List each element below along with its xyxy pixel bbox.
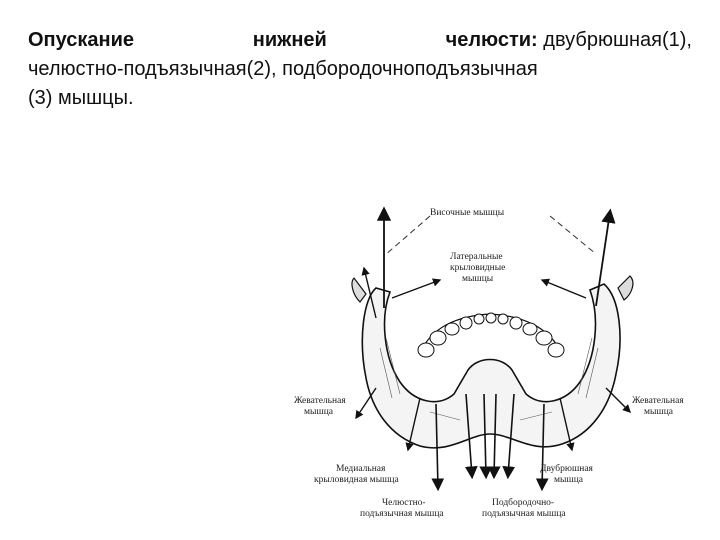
description-text xyxy=(28,26,692,113)
text-line-1 xyxy=(28,26,692,55)
label-masseter-left-2: мышца xyxy=(304,407,334,417)
masseter-arrow-right xyxy=(606,388,630,412)
left-condyle xyxy=(352,278,366,302)
muscle-digastric-text: двубрюшная(1), xyxy=(543,29,692,51)
teeth xyxy=(418,313,564,357)
label-temporal: Височные мышцы xyxy=(430,208,505,218)
label-lateral-3: мышцы xyxy=(462,274,494,284)
right-condyle xyxy=(618,276,633,300)
lateral-arrow-right xyxy=(542,280,586,298)
text-line-3: (3) мышцы. xyxy=(28,87,134,109)
label-lateral-2: крыловидные xyxy=(450,263,506,273)
jaw-muscles-figure xyxy=(280,198,700,530)
label-digastric-2: мышца xyxy=(554,475,584,485)
term-word-3: челюсти: xyxy=(445,29,538,51)
label-geniohyoid-2: подъязычная мышца xyxy=(482,509,566,519)
temporal-dash-left xyxy=(384,216,430,256)
term-word-3-wrap xyxy=(446,26,692,55)
label-lateral-1: Латеральные xyxy=(450,252,503,262)
label-digastric-1: Двубрюшная xyxy=(540,464,593,474)
label-mylohyoid-1: Челюстно- xyxy=(382,498,426,508)
label-medial-2: крыловидная мышца xyxy=(314,475,399,485)
lateral-arrow-left xyxy=(392,280,440,298)
label-medial-1: Медиальная xyxy=(336,464,386,474)
text-line-2: челюстно-подъязычная(2), подбородочноподъязычная xyxy=(28,58,538,80)
term-word-2: нижней xyxy=(252,29,327,51)
mandible-body xyxy=(362,284,620,448)
label-mylohyoid-2: подъязычная мышца xyxy=(360,509,444,519)
label-masseter-right-1: Жевательная xyxy=(632,396,684,406)
label-geniohyoid-1: Подбородочно- xyxy=(492,498,555,508)
temporal-dash-right xyxy=(550,216,596,254)
label-masseter-right-2: мышца xyxy=(644,407,674,417)
label-masseter-left-1: Жевательная xyxy=(294,396,346,406)
term-word-1: Опускание xyxy=(28,29,135,51)
